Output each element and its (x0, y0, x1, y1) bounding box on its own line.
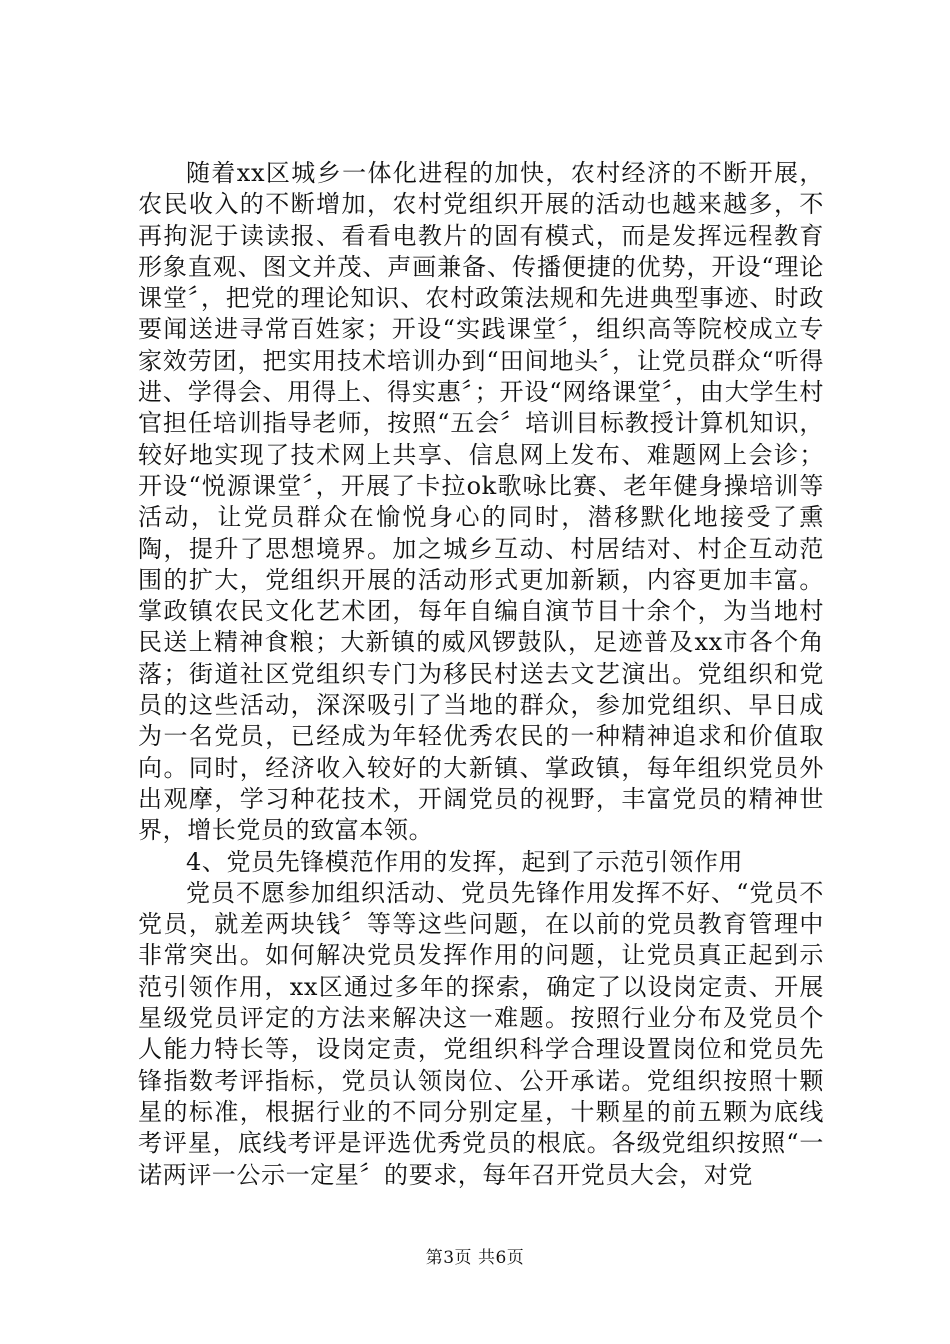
paragraph-party-member-role: 党员不愿参加组织活动、党员先锋作用发挥不好、“党员不党员，就差两块钱〞等等这些问题，在以前的党员教育管理中非常突出。如何解决党员发挥作用的问题，让党员真正起到示范引领作用，xx区通过多年的探索，确定了以设岗定责、开展星级党员评定的方法来解决这一难题。按照行业分布及党员个人能力特长等，设岗定责，党组织科学合理设置岗位和党员先锋指数考评指标，党员认领岗位、公开承诺。党组织按照十颗星的标准，根据行业的不同分别定星，十颗星的前五颗为底线考评星，底线考评是评选优秀党员的根底。各级党组织按照“一诺两评一公示一定星〞的要求，每年召开党员大会，对党 (138, 878, 824, 1189)
section-heading-4: 4、党员先锋模范作用的发挥，起到了示范引领作用 (186, 847, 744, 876)
paragraph-rural-activities: 随着xx区城乡一体化进程的加快，农村经济的不断开展，农民收入的不断增加，农村党组织开展的活动也越来越多，不再拘泥于读读报、看看电教片的固有模式，而是发挥远程教育形象直观、图文并茂、声画兼备、传播便捷的优势，开设“理论课堂〞，把党的理论知识、农村政策法规和先进典型事迹、时政要闻送进寻常百姓家；开设“实践课堂〞，组织高等院校成立专家效劳团，把实用技术培训办到“田间地头〞，让党员群众“听得进、学得会、用得上、得实惠〞；开设“网络课堂〞，由大学生村官担任培训指导老师，按照“五会〞培训目标教授计算机知识，较好地实现了技术网上共享、信息网上发布、难题网上会诊；开设“悦源课堂〞，开展了卡拉ok歌咏比赛、老年健身操培训等活动，让党员群众在愉悦身心的同时，潜移默化地接受了熏陶，提升了思想境界。加之城乡互动、村居结对、村企互动范围的扩大，党组织开展的活动形式更加新颖，内容更加丰富。掌政镇农民文化艺术团，每年自编自演节目十余个，为当地村民送上精神食粮；大新镇的威风锣鼓队，足迹普及xx市各个角落；街道社区党组织专门为移民村送去文艺演出。党组织和党员的这些活动，深深吸引了当地的群众，参加党组织、早日成为一名党员，已经成为年轻优秀农民的一种精神追求和价值取向。同时，经济收入较好的大新镇、掌政镇，每年组织党员外出观摩，学习种花技术，开阔党员的视野，丰富党员的精神世界，增长党员的致富本领。 (138, 159, 824, 845)
page-footer: 第3页 共6页 (425, 1248, 525, 1268)
document-body (138, 158, 824, 1191)
